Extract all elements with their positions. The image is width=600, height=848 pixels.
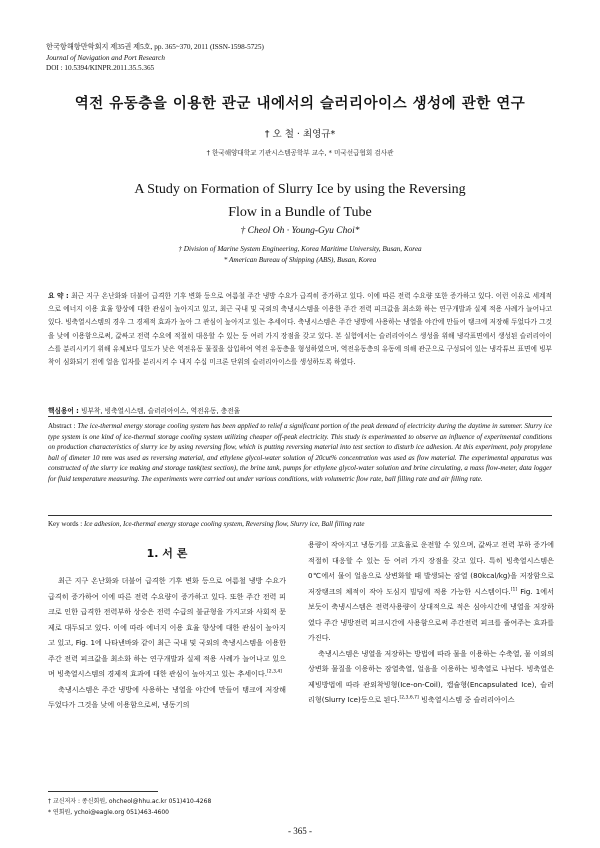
doi: DOI : 10.5394/KINPR.2011.35.5.365 xyxy=(46,64,155,72)
keywords-korean xyxy=(48,405,552,415)
abstract-korean-text: 최근 지구 온난화와 더불어 급격한 기후 변화 등으로 여름철 주간 냉방 수요가 급격히 증가하고 있다. 이에 따른 전력 수요량 또한 증가하고 있다. 이런 이유로 세계적으로 에너지 이용 효율 향상에 대한 관심이 높아지고 있고, 최근 국내 및 국외의 축냉시스템을 이용한 주간 전력 피크값을 최소화 하는 연구개발과 실제 적용 사례가 늘어나고 있다. 빙축열시스템의 경우 그 경제적 효과가 높아 그 관심이 높아지고 있는 추세이다. 축냉시스템은 주간 냉방에 사용하는 냉열을 야간에 만들어 탱크에 저장해 두었다가 그것을 낮에 이용함으로써, 값싸고 전력 수요에 적절히 대응할 수 있는 등 여러 가지 장점을 갖고 있다. 본 실험에서는 슬러리아이스 생성을 위해 냉각표면에서 생성된 슬러리아이스를 분리시키기 위해 유체보다 밀도가 낮은 역전유동 물질을 삽입하여 역전 유동층을 형성하였으며, 역전유동층의 유동에 의해 관군으로 구성되어 있는 냉각튜브 표면에 빙부착이 심화되기 전에 얼음 입자를 분리시켜 수 내지 수십 미크론 단위의 슬러리아이스를 생성하도록 하였다. xyxy=(48,292,552,367)
affiliation-korean: † 한국해양대학교 기관시스템공학부 교수, * 미국선급협회 검사관 xyxy=(206,149,394,157)
paragraph xyxy=(48,573,286,682)
paragraph-text: 최근 지구 온난화와 더불어 급격한 기후 변화 등으로 여름철 냉방 수요가 급격히 증가하여 이에 따른 전력 수요량이 증가하고 있다. 또한 주간 전력 피크로 인한 급격한 전력부하 상승은 전력 수급의 불균형을 가지고와 사회적 문제로 대두되고 있다. 이에 따라 에너지 이용 효율 향상에 대한 관심이 높아지고 있고, Fig. 1에 나타낸바와 같이 최근 국내 및 국외의 축냉시스템을 이용한 주간 전력 피크값을 최소화 하는 연구개발과 실제 적용 사례가 늘어나고 있으며 빙축열시스템의 경제적 효과에 대한 관심이 높아지고 있는 추세이다. xyxy=(48,576,286,678)
paper-title-english-line1: A Study on Formation of Slurry Ice by using the Reversing xyxy=(134,182,466,197)
paragraph-text: 용량이 작아지고 냉동기를 고효율로 운전할 수 있으며, 값싸고 전력 부하 증가에 적절히 대응할 수 있는 등 여러 가지 장점을 갖고 있다. 특히 빙축열시스템은 0℃에서 물이 얼음으로 상변화할 때 발생되는 잠열 (80kcal/kg)을 저장함으로 저장탱크의 체적이 작아 도심지 빌딩에 적용 가능한 시스템이다. xyxy=(308,540,554,596)
abstract-korean-label: 요 약 : xyxy=(48,292,69,300)
footnote-coauthor: * 연회원, ychoi@eagle.org 051)463-4600 xyxy=(48,809,169,816)
section-heading-introduction: 1. 서 론 xyxy=(146,547,188,560)
citation-ref: [2,3,4] xyxy=(267,669,282,675)
abstract-divider xyxy=(48,416,552,417)
paragraph-text: 축냉시스템은 냉열을 저장하는 방법에 따라 물을 이용하는 수축열, 물 이외의 상변화 물질을 이용하는 잠열축열, 얼음을 이용하는 빙축열로 나뉜다. 빙축열은 제빙방법에 따라 관외착빙형(Ice-on-Coil), 캡슐형(Encapsulated Ice), 슬러리형(Slurry Ice)등으로 된다. xyxy=(308,648,554,704)
abstract-english-text: The ice-thermal energy storage cooling system has been applied to relief a significant portion of the peak demand of electricity during the daytime in summer. Slurry ice type system is one kind of ice-thermal storage cooling system utilizing cheaper off-peak electricity. This study is experimented to observe an influence of experimental conditions on production characteristics of slurry ice by using reversing flow, which is putting reversing material into test section to disturb ice adhesion. At this experiment, poly propylene ball of dimeter 10 mm was used as reversing material, and ethylene glycol-water solution of 20cut% concentration was used as flow material. The experimental apparatus was constructed of the slurry ice making and storage tank(test section), the brine tank, pumps for ethylene glycol-water solution and brine circulating, a mass flow-meter, data logger for fluid temperature measuring. The experiments were carried out under various conditions, with volumetric flow rate, ball filling rate and air filling rate. xyxy=(48,422,553,483)
citation-ref: [1] xyxy=(510,587,518,593)
affiliation-english-line2: * American Bureau of Shipping (ABS), Busan, Korea xyxy=(223,255,377,264)
paragraph-text: 빙축열시스템 중 슬러리아이스 xyxy=(418,695,515,704)
abstract-korean xyxy=(48,290,552,369)
paragraph-text: Fig. 1에서 보듯이 축냉시스템은 전력사용량이 상대적으로 적은 심야시간에 냉열을 저장하였다 주간 냉방전력 피크시간에 사용함으로써 주간전력 피크를 줄여주는 효과를 가진다. xyxy=(308,586,554,642)
footnote-divider xyxy=(48,791,158,792)
keywords-korean-text: 빙부착, 빙축열시스템, 슬러리아이스, 역전유동, 충전율 xyxy=(80,407,241,415)
paper-title-english xyxy=(60,178,540,224)
journal-name-en: Journal of Navigation and Port Research xyxy=(46,53,165,62)
paragraph xyxy=(308,646,554,708)
affiliation-english-line1: † Division of Marine System Engineering, Korea Maritime University, Busan, Korea xyxy=(178,245,422,253)
paper-title-english-line2: Flow in a Bundle of Tube xyxy=(228,205,372,220)
journal-header xyxy=(46,42,264,74)
abstract-english-label: Abstract : xyxy=(48,422,76,430)
keywords-english-label: Key words : xyxy=(48,520,83,528)
authors-english: † Cheol Oh · Young-Gyu Choi* xyxy=(240,226,360,236)
keywords-divider xyxy=(48,515,552,516)
paper-title-korean: 역전 유동층을 이용한 관군 내에서의 슬러리아이스 생성에 관한 연구 xyxy=(74,96,526,112)
authors-korean: † 오 철 · 최영규* xyxy=(264,129,336,140)
footnote-corresponding-author: † 교신저자 : 종신회원, ohcheol@hhu.ac.kr 051)410-4268 xyxy=(48,798,212,805)
body-column-right xyxy=(308,537,554,708)
footnotes xyxy=(48,796,308,818)
page-number: - 365 - xyxy=(288,826,312,836)
keywords-english xyxy=(48,520,552,528)
body-column-left xyxy=(48,573,286,713)
abstract-english xyxy=(48,421,552,485)
keywords-korean-label: 핵심용어 : xyxy=(48,407,79,415)
affiliation-english xyxy=(0,244,600,266)
paragraph: 축냉시스템은 주간 냉방에 사용하는 냉열을 야간에 만들어 탱크에 저장해 두었다가 그것을 낮에 이용함으로써, 냉동기의 xyxy=(48,684,286,709)
citation-ref: [2,3,6,7] xyxy=(399,695,419,701)
paragraph xyxy=(308,537,554,646)
journal-citation: 한국항해항만학회지 제35권 제5호, pp. 365~370, 2011 (ISSN-1598-5725) xyxy=(46,43,264,51)
keywords-english-text: Ice adhesion, Ice-thermal energy storage cooling system, Reversing flow, Slurry ice, Ball filling rate xyxy=(83,520,365,528)
